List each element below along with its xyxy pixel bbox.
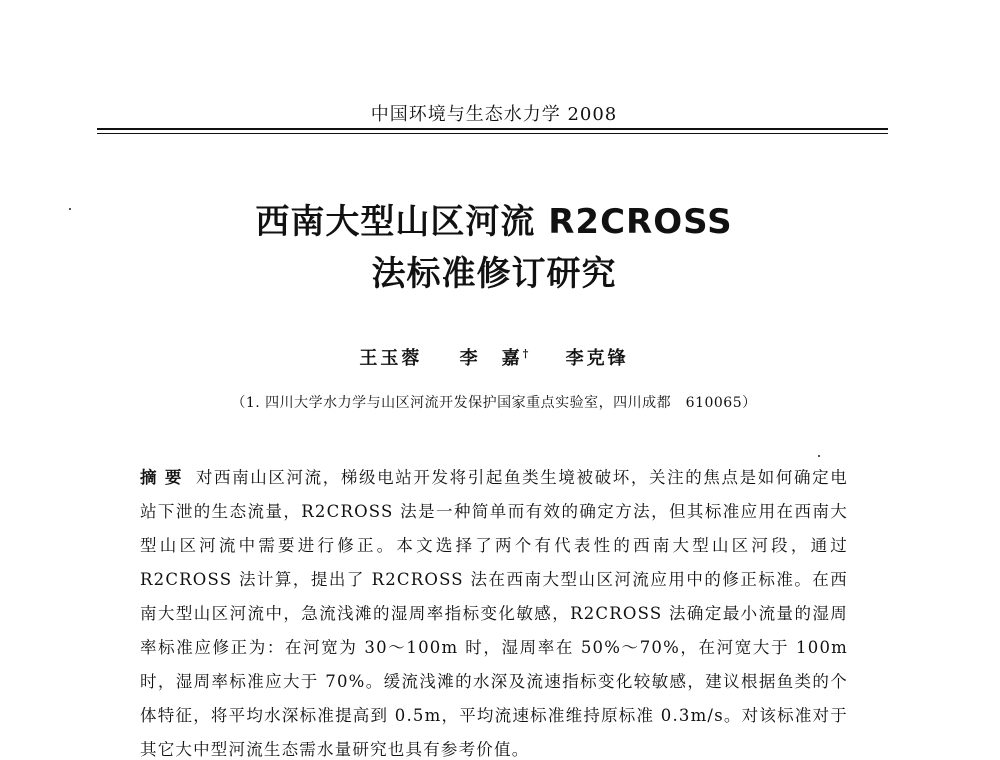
author xyxy=(566,348,629,369)
abstract-text: 对西南山区河流，梯级电站开发将引起鱼类生境被破坏，关注的焦点是如何确定电站下泄的生态流量，R2CROSS 法是一种简单而有效的确定方法，但其标准应用在西南大型山区河流中需要进行修正。本文选择了两个有代表性的西南大型山区河段，通过 R2CROSS 法计算，提出了 R2CROSS 法在西南大型山区河流应用中的修正标准。在西南大型山区河流中，急流浅滩的湿周率指标变化敏感，R2CROSS 法确定最小流量的湿周率标准应修正为：在河宽为 30～100m 时，湿周率在 50%～70%，在河宽大于 100m 时，湿周率标准应大于 70%。缓流浅滩的水深及流速指标变化较敏感，建议根据鱼类的个体特征，将平均水深标准提高到 0.5m，平均流速标准维持原标准 0.3m/s。对该标准对于其它大中型河流生态需水量研究也具有参考价值。 xyxy=(140,468,849,759)
author-name: 李克锋 xyxy=(565,348,629,369)
scan-speck xyxy=(818,455,820,457)
affiliation: （1. 四川大学水力学与山区河流开发保护国家重点实验室，四川成都 610065） xyxy=(231,395,757,411)
author xyxy=(460,348,529,369)
paper-title xyxy=(100,196,888,300)
scan-speck xyxy=(69,208,71,210)
title-line-1: 西南大型山区河流 R2CROSS xyxy=(255,202,733,242)
author xyxy=(359,348,422,369)
author-name: 李 嘉 xyxy=(459,348,523,369)
abstract-label: 摘要 xyxy=(140,468,190,487)
title-line-2: 法标准修订研究 xyxy=(371,254,617,294)
author-mark: † xyxy=(522,347,529,360)
header-rule-thick xyxy=(97,128,888,130)
header-rule-thin xyxy=(97,133,888,134)
running-head: 中国环境与生态水力学 2008 xyxy=(370,104,618,125)
author-list xyxy=(100,344,888,370)
abstract xyxy=(140,461,848,760)
author-name: 王玉蓉 xyxy=(359,348,423,369)
